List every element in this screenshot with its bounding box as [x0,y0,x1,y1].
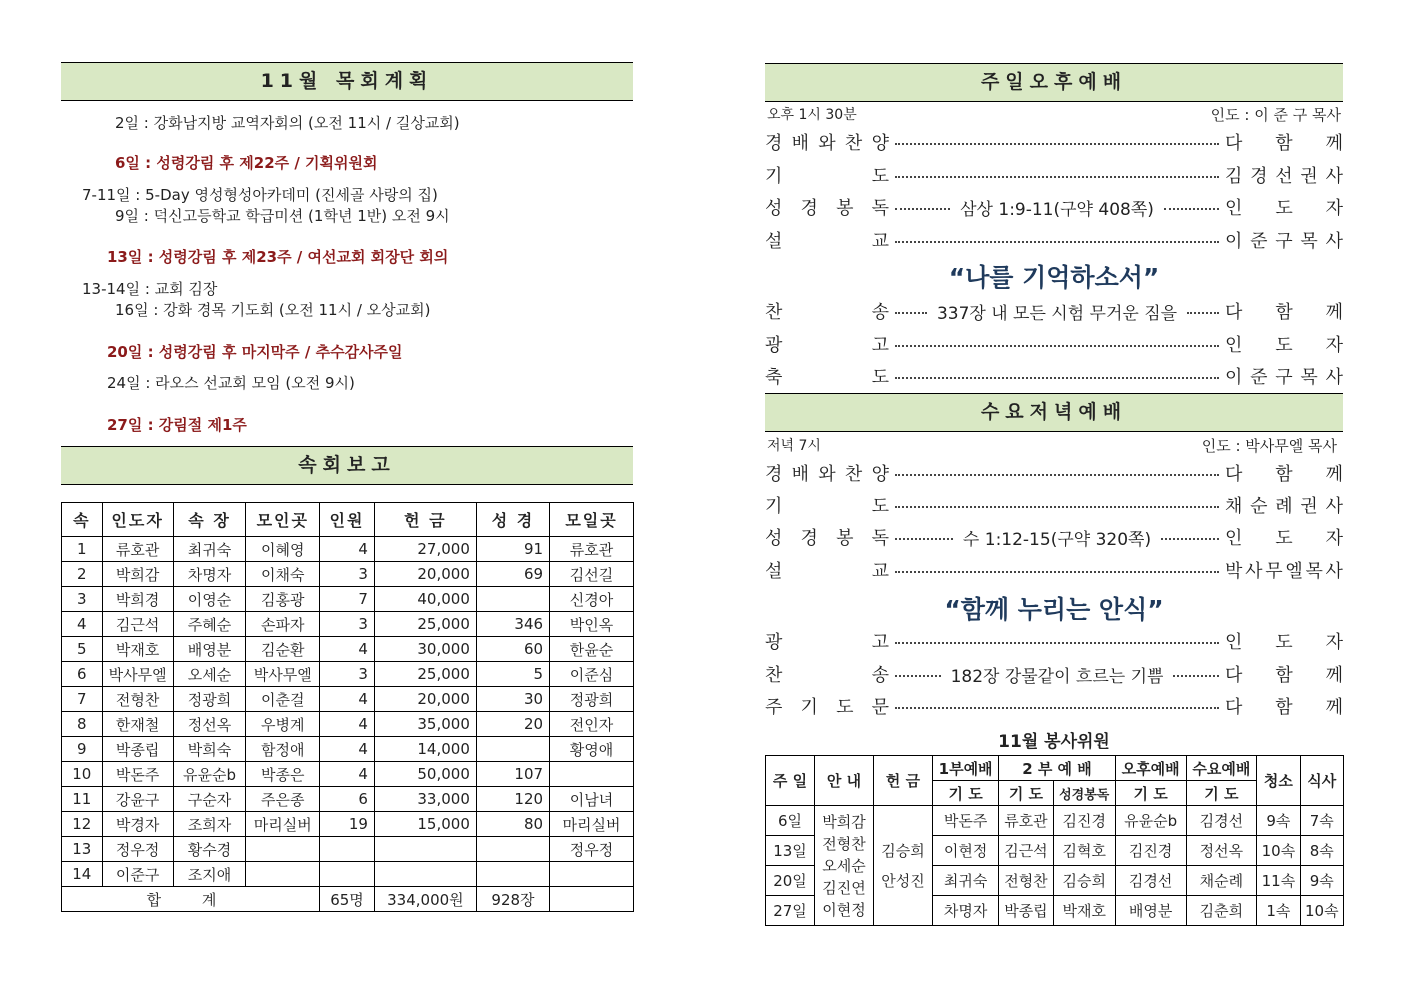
plan-item: 27일 : 강림절 제1주 [107,416,247,434]
report-cell: 4 [62,612,103,637]
report-cell: 박희감 [102,562,173,587]
report-cell: 35,000 [374,712,476,737]
plan-item: 7-11일 : 5-Day 영성형성아카데미 (진세골 사랑의 집) [82,186,438,204]
leader-dots [895,474,1219,476]
report-cell: 7 [320,587,375,612]
report-cell: 40,000 [374,587,476,612]
report-header-row [62,503,634,537]
report-cell: 정우정 [102,837,173,862]
report-cell: 80 [476,812,549,837]
guide-name: 오세순 [822,856,866,875]
report-cell: 10 [62,762,103,787]
vh-offering: 헌 금 [874,756,933,806]
guide-name: 박희감 [822,812,866,831]
volunteer-cell: 김승희 [1053,866,1115,896]
volunteer-cell: 김경선 [1186,806,1257,836]
report-row [62,662,634,687]
report-cell: 4 [320,687,375,712]
report-cell: 69 [476,562,549,587]
report-row [62,687,634,712]
report-cell: 6 [320,787,375,812]
order-label: 경 배 와 찬 양 [765,133,889,154]
report-cell: 이채숙 [246,562,320,587]
report-cell: 함정애 [246,737,320,762]
report-cell: 정광희 [173,687,246,712]
plan-item: 24일 : 라오스 선교회 모임 (오전 9시) [107,374,355,392]
report-cell: 마리실버 [246,812,320,837]
volunteer-cell: 박종립 [999,896,1053,926]
report-cell: 박희숙 [173,737,246,762]
report-cell: 박재호 [102,637,173,662]
vh-prayer1: 기 도 [933,781,999,806]
report-cell: 5 [62,637,103,662]
report-row [62,812,634,837]
report-row [62,537,634,562]
volunteer-cell: 정선옥 [1186,836,1257,866]
order-person: 다 함 께 [1225,665,1343,686]
plan-item: 13-14일 : 교회 김장 [82,280,218,298]
report-cell: 박경자 [102,812,173,837]
report-cell: 구순자 [173,787,246,812]
volunteer-cell: 류호관 [999,806,1053,836]
order-label: 축 도 [765,367,889,388]
leader-dots [895,143,1219,145]
order-person: 다 함 께 [1225,464,1343,485]
report-cell: 11 [62,787,103,812]
volunteer-cell: 이현정 [933,836,999,866]
order-person: 채 순 례 권 사 [1225,496,1343,517]
plan-item: 20일 : 성령강림 후 마지막주 / 추수감사주일 [107,343,403,361]
report-cell: 전인자 [550,712,634,737]
volunteer-row [766,806,1344,836]
report-cell: 유윤순b [173,762,246,787]
leader-dots [895,707,1219,709]
report-cell: 김근석 [102,612,173,637]
report-cell: 박희경 [102,587,173,612]
order-line [765,521,1343,553]
total-bible: 928장 [476,887,549,912]
report-header-cell: 성 경 [476,503,549,537]
report-cell: 이준심 [550,662,634,687]
order-label: 성 경 봉 독 [765,528,889,549]
report-cell: 27,000 [374,537,476,562]
vh-meal: 식사 [1300,756,1343,806]
report-cell: 4 [320,712,375,737]
guide-name: 김진연 [822,878,866,897]
report-cell: 346 [476,612,549,637]
report-cell [476,587,549,612]
order-label: 기 도 [765,496,889,517]
volunteer-cell: 10속 [1257,836,1300,866]
guide-name: 전형찬 [822,834,866,853]
guide-cell [815,806,874,926]
report-cell: 강윤구 [102,787,173,812]
report-cell: 박사무엘 [246,662,320,687]
plan-title: 11월 목회계획 [61,62,633,101]
order-label: 주 기 도 문 [765,697,889,718]
afternoon-time: 오후 1시 30분 [767,107,857,123]
week-cell: 6일 [766,806,815,836]
total-people: 65명 [320,887,375,912]
report-cell: 5 [476,662,549,687]
order-person: 인 도 자 [1225,632,1343,653]
report-cell: 황수경 [173,837,246,862]
report-row [62,587,634,612]
report-cell [246,837,320,862]
leader-dots [895,642,1219,644]
plan-item: 16일 : 강화 경목 기도회 (오전 11시 / 오상교회) [115,301,431,319]
afternoon-sermon-title: “나를 기억하소서” [948,263,1160,292]
leader-dots [1161,538,1219,540]
order-label: 설 교 [765,561,889,582]
report-cell: 6 [62,662,103,687]
week-cell: 27일 [766,896,815,926]
report-cell: 3 [320,662,375,687]
order-label: 광 고 [765,632,889,653]
report-header-cell: 헌 금 [374,503,476,537]
volunteer-cell: 9속 [1257,806,1300,836]
leader-dots [895,675,941,677]
report-cell: 한윤순 [550,637,634,662]
report-cell: 주은종 [246,787,320,812]
volunteer-cell: 배영분 [1115,896,1186,926]
order-line [765,159,1343,191]
volunteer-cell: 김춘희 [1186,896,1257,926]
volunteer-cell: 김진경 [1053,806,1115,836]
vh-prayer4: 기 도 [1186,781,1257,806]
offering-name: 김승희 [881,841,925,860]
report-cell [320,837,375,862]
wednesday-title: 수요저녁예배 [765,393,1343,432]
report-cell: 오세순 [173,662,246,687]
volunteer-cell: 박재호 [1053,896,1115,926]
volunteer-cell: 박돈주 [933,806,999,836]
volunteer-cell: 11속 [1257,866,1300,896]
report-cell: 3 [320,562,375,587]
report-cell: 3 [320,612,375,637]
report-cell: 7 [62,687,103,712]
report-cell: 91 [476,537,549,562]
volunteer-cell: 7속 [1300,806,1343,836]
report-cell: 박종은 [246,762,320,787]
report-cell: 박돈주 [102,762,173,787]
report-cell: 2 [62,562,103,587]
report-cell: 25,000 [374,662,476,687]
report-cell: 한재철 [102,712,173,737]
offering-cell [874,806,933,926]
report-row [62,737,634,762]
order-line [765,360,1343,392]
report-cell: 14,000 [374,737,476,762]
order-line [765,224,1343,256]
leader-dots [1164,208,1219,210]
report-cell: 박인옥 [550,612,634,637]
report-cell: 김선길 [550,562,634,587]
report-cell: 주혜순 [173,612,246,637]
report-cell: 박종립 [102,737,173,762]
order-person: 박 사 무 엘 목 사 [1225,561,1343,582]
leader-dots [895,345,1219,347]
report-cell: 차명자 [173,562,246,587]
report-cell [476,862,549,887]
week-cell: 20일 [766,866,815,896]
plan-item: 9일 : 덕신고등학교 학급미션 (1학년 1반) 오전 9시 [115,207,450,225]
report-cell: 13 [62,837,103,862]
report-cell: 신경아 [550,587,634,612]
report-cell: 김홍광 [246,587,320,612]
report-cell: 20,000 [374,687,476,712]
leader-dots [895,176,1219,178]
total-offering: 334,000원 [374,887,476,912]
afternoon-title: 주일오후예배 [765,63,1343,102]
report-cell: 이혜영 [246,537,320,562]
order-label: 경 배 와 찬 양 [765,464,889,485]
plan-item: 13일 : 성령강림 후 제23주 / 여선교회 회장단 회의 [107,248,449,266]
report-cell: 4 [320,737,375,762]
volunteer-cell: 8속 [1300,836,1343,866]
report-row [62,862,634,887]
report-header-cell: 인원 [320,503,375,537]
volunteer-cell: 김경선 [1115,866,1186,896]
vh-prayer2: 기 도 [999,781,1053,806]
report-cell: 손파자 [246,612,320,637]
report-cell: 전형찬 [102,687,173,712]
vh-first: 1부예배 [933,756,999,781]
report-cell: 4 [320,762,375,787]
report-cell: 19 [320,812,375,837]
order-line [765,625,1343,657]
report-cell: 조희자 [173,812,246,837]
report-cell: 4 [320,637,375,662]
report-cell: 1 [62,537,103,562]
report-cell: 20 [476,712,549,737]
report-title: 속회보고 [61,446,633,485]
report-cell [476,737,549,762]
report-cell [246,862,320,887]
report-cell: 50,000 [374,762,476,787]
order-person: 다 함 께 [1225,133,1343,154]
volunteers-table [765,755,1344,926]
report-cell: 14 [62,862,103,887]
report-cell [476,837,549,862]
volunteer-cell: 김혁호 [1053,836,1115,866]
plan-item: 2일 : 강화남지방 교역자회의 (오전 11시 / 길상교회) [115,114,460,132]
report-cell: 우병계 [246,712,320,737]
vh-wed: 수요예배 [1186,756,1257,781]
vh-week: 주 일 [766,756,815,806]
report-cell: 김순환 [246,637,320,662]
report-row [62,762,634,787]
order-label: 광 고 [765,335,889,356]
report-cell [374,837,476,862]
volunteer-cell: 유윤순b [1115,806,1186,836]
order-line [765,690,1343,722]
order-person: 다 함 께 [1225,302,1343,323]
plan-item: 6일 : 성령강림 후 제22주 / 기획위원회 [115,154,378,172]
report-cell: 정선옥 [173,712,246,737]
leader-dots [1187,312,1219,314]
report-cell: 9 [62,737,103,762]
volunteer-cell: 김근석 [999,836,1053,866]
order-line [765,328,1343,360]
report-row [62,562,634,587]
leader-dots [895,241,1219,243]
leader-dots [1173,675,1219,677]
order-person: 이 준 구 목 사 [1225,231,1343,252]
order-label: 성 경 봉 독 [765,198,889,219]
report-cell: 박사무엘 [102,662,173,687]
wednesday-leader: 인도 : 박사무엘 목사 [1201,437,1337,455]
report-header-cell: 모일곳 [550,503,634,537]
order-label: 설 교 [765,231,889,252]
report-cell: 30 [476,687,549,712]
order-line [765,457,1343,489]
order-label: 기 도 [765,166,889,187]
leader-dots [895,377,1219,379]
offering-name: 안성진 [881,871,925,890]
report-cell: 정우정 [550,837,634,862]
report-row [62,787,634,812]
order-detail: 삼상 1:9-11(구약 408쪽) [960,199,1154,220]
vh-prayer3: 기 도 [1115,781,1186,806]
volunteer-cell: 9속 [1300,866,1343,896]
vh-second: 2 부 예 배 [999,756,1116,781]
volunteers-title: 11월 봉사위원 [998,732,1110,752]
report-cell: 120 [476,787,549,812]
order-detail: 수 1:12-15(구약 320쪽) [962,529,1152,550]
report-cell: 107 [476,762,549,787]
report-cell: 이남녀 [550,787,634,812]
report-cell: 이준구 [102,862,173,887]
report-cell [550,762,634,787]
report-header-cell: 속 장 [173,503,246,537]
leader-dots [895,208,950,210]
order-person: 다 함 께 [1225,697,1343,718]
volunteer-cell: 김진경 [1115,836,1186,866]
total-empty [550,887,634,912]
report-cell: 마리실버 [550,812,634,837]
vh-pm: 오후예배 [1115,756,1186,781]
report-cell [550,862,634,887]
vh-guide: 안 내 [815,756,874,806]
report-cell: 최귀숙 [173,537,246,562]
report-cell: 8 [62,712,103,737]
report-cell: 60 [476,637,549,662]
report-cell: 이춘걸 [246,687,320,712]
report-cell: 류호관 [102,537,173,562]
volunteer-cell: 최귀숙 [933,866,999,896]
wednesday-sermon-title: “함께 누리는 안식” [944,595,1164,624]
order-line [765,489,1343,521]
leader-dots [895,571,1219,573]
wednesday-time: 저녁 7시 [767,438,821,454]
order-person: 이 준 구 목 사 [1225,367,1343,388]
leader-dots [895,538,953,540]
volunteer-cell: 차명자 [933,896,999,926]
report-row [62,837,634,862]
report-cell: 배영분 [173,637,246,662]
report-cell: 25,000 [374,612,476,637]
volunteer-cell: 1속 [1257,896,1300,926]
report-header-cell: 모인곳 [246,503,320,537]
report-total-row [62,887,634,912]
report-header-cell: 속 [62,503,103,537]
report-cell: 조지애 [173,862,246,887]
order-person: 인 도 자 [1225,198,1343,219]
guide-name: 이현정 [822,900,866,919]
report-cell [320,862,375,887]
volunteer-cell: 10속 [1300,896,1343,926]
volunteer-cell: 채순례 [1186,866,1257,896]
report-table [61,502,634,912]
order-line [765,295,1343,327]
report-cell: 황영애 [550,737,634,762]
order-label: 찬 송 [765,665,889,686]
leader-dots [895,506,1219,508]
order-label: 찬 송 [765,302,889,323]
report-cell: 3 [62,587,103,612]
volunteer-cell: 전형찬 [999,866,1053,896]
order-person: 김 경 선 권 사 [1225,166,1343,187]
order-person: 인 도 자 [1225,528,1343,549]
order-line [765,658,1343,690]
afternoon-leader: 인도 : 이 준 구 목사 [1210,106,1341,124]
report-cell: 류호관 [550,537,634,562]
report-cell: 이영순 [173,587,246,612]
report-row [62,637,634,662]
report-cell: 정광희 [550,687,634,712]
report-row [62,612,634,637]
report-cell: 12 [62,812,103,837]
report-header-cell: 인도자 [102,503,173,537]
vh-reading: 성경봉독 [1053,781,1115,806]
report-cell: 15,000 [374,812,476,837]
order-detail: 337장 내 모든 시험 무거운 짐을 [936,303,1178,324]
order-line [765,191,1343,223]
report-cell: 30,000 [374,637,476,662]
report-cell: 33,000 [374,787,476,812]
report-row [62,712,634,737]
vh-clean: 청소 [1257,756,1300,806]
week-cell: 13일 [766,836,815,866]
order-detail: 182장 강물같이 흐르는 기쁨 [950,666,1164,687]
volunteers-header-row-1 [766,756,1344,781]
report-cell: 20,000 [374,562,476,587]
report-cell: 4 [320,537,375,562]
leader-dots [895,312,927,314]
order-line [765,126,1343,158]
report-cell [374,862,476,887]
order-person: 인 도 자 [1225,335,1343,356]
total-label: 합 계 [62,887,320,912]
order-line [765,554,1343,586]
